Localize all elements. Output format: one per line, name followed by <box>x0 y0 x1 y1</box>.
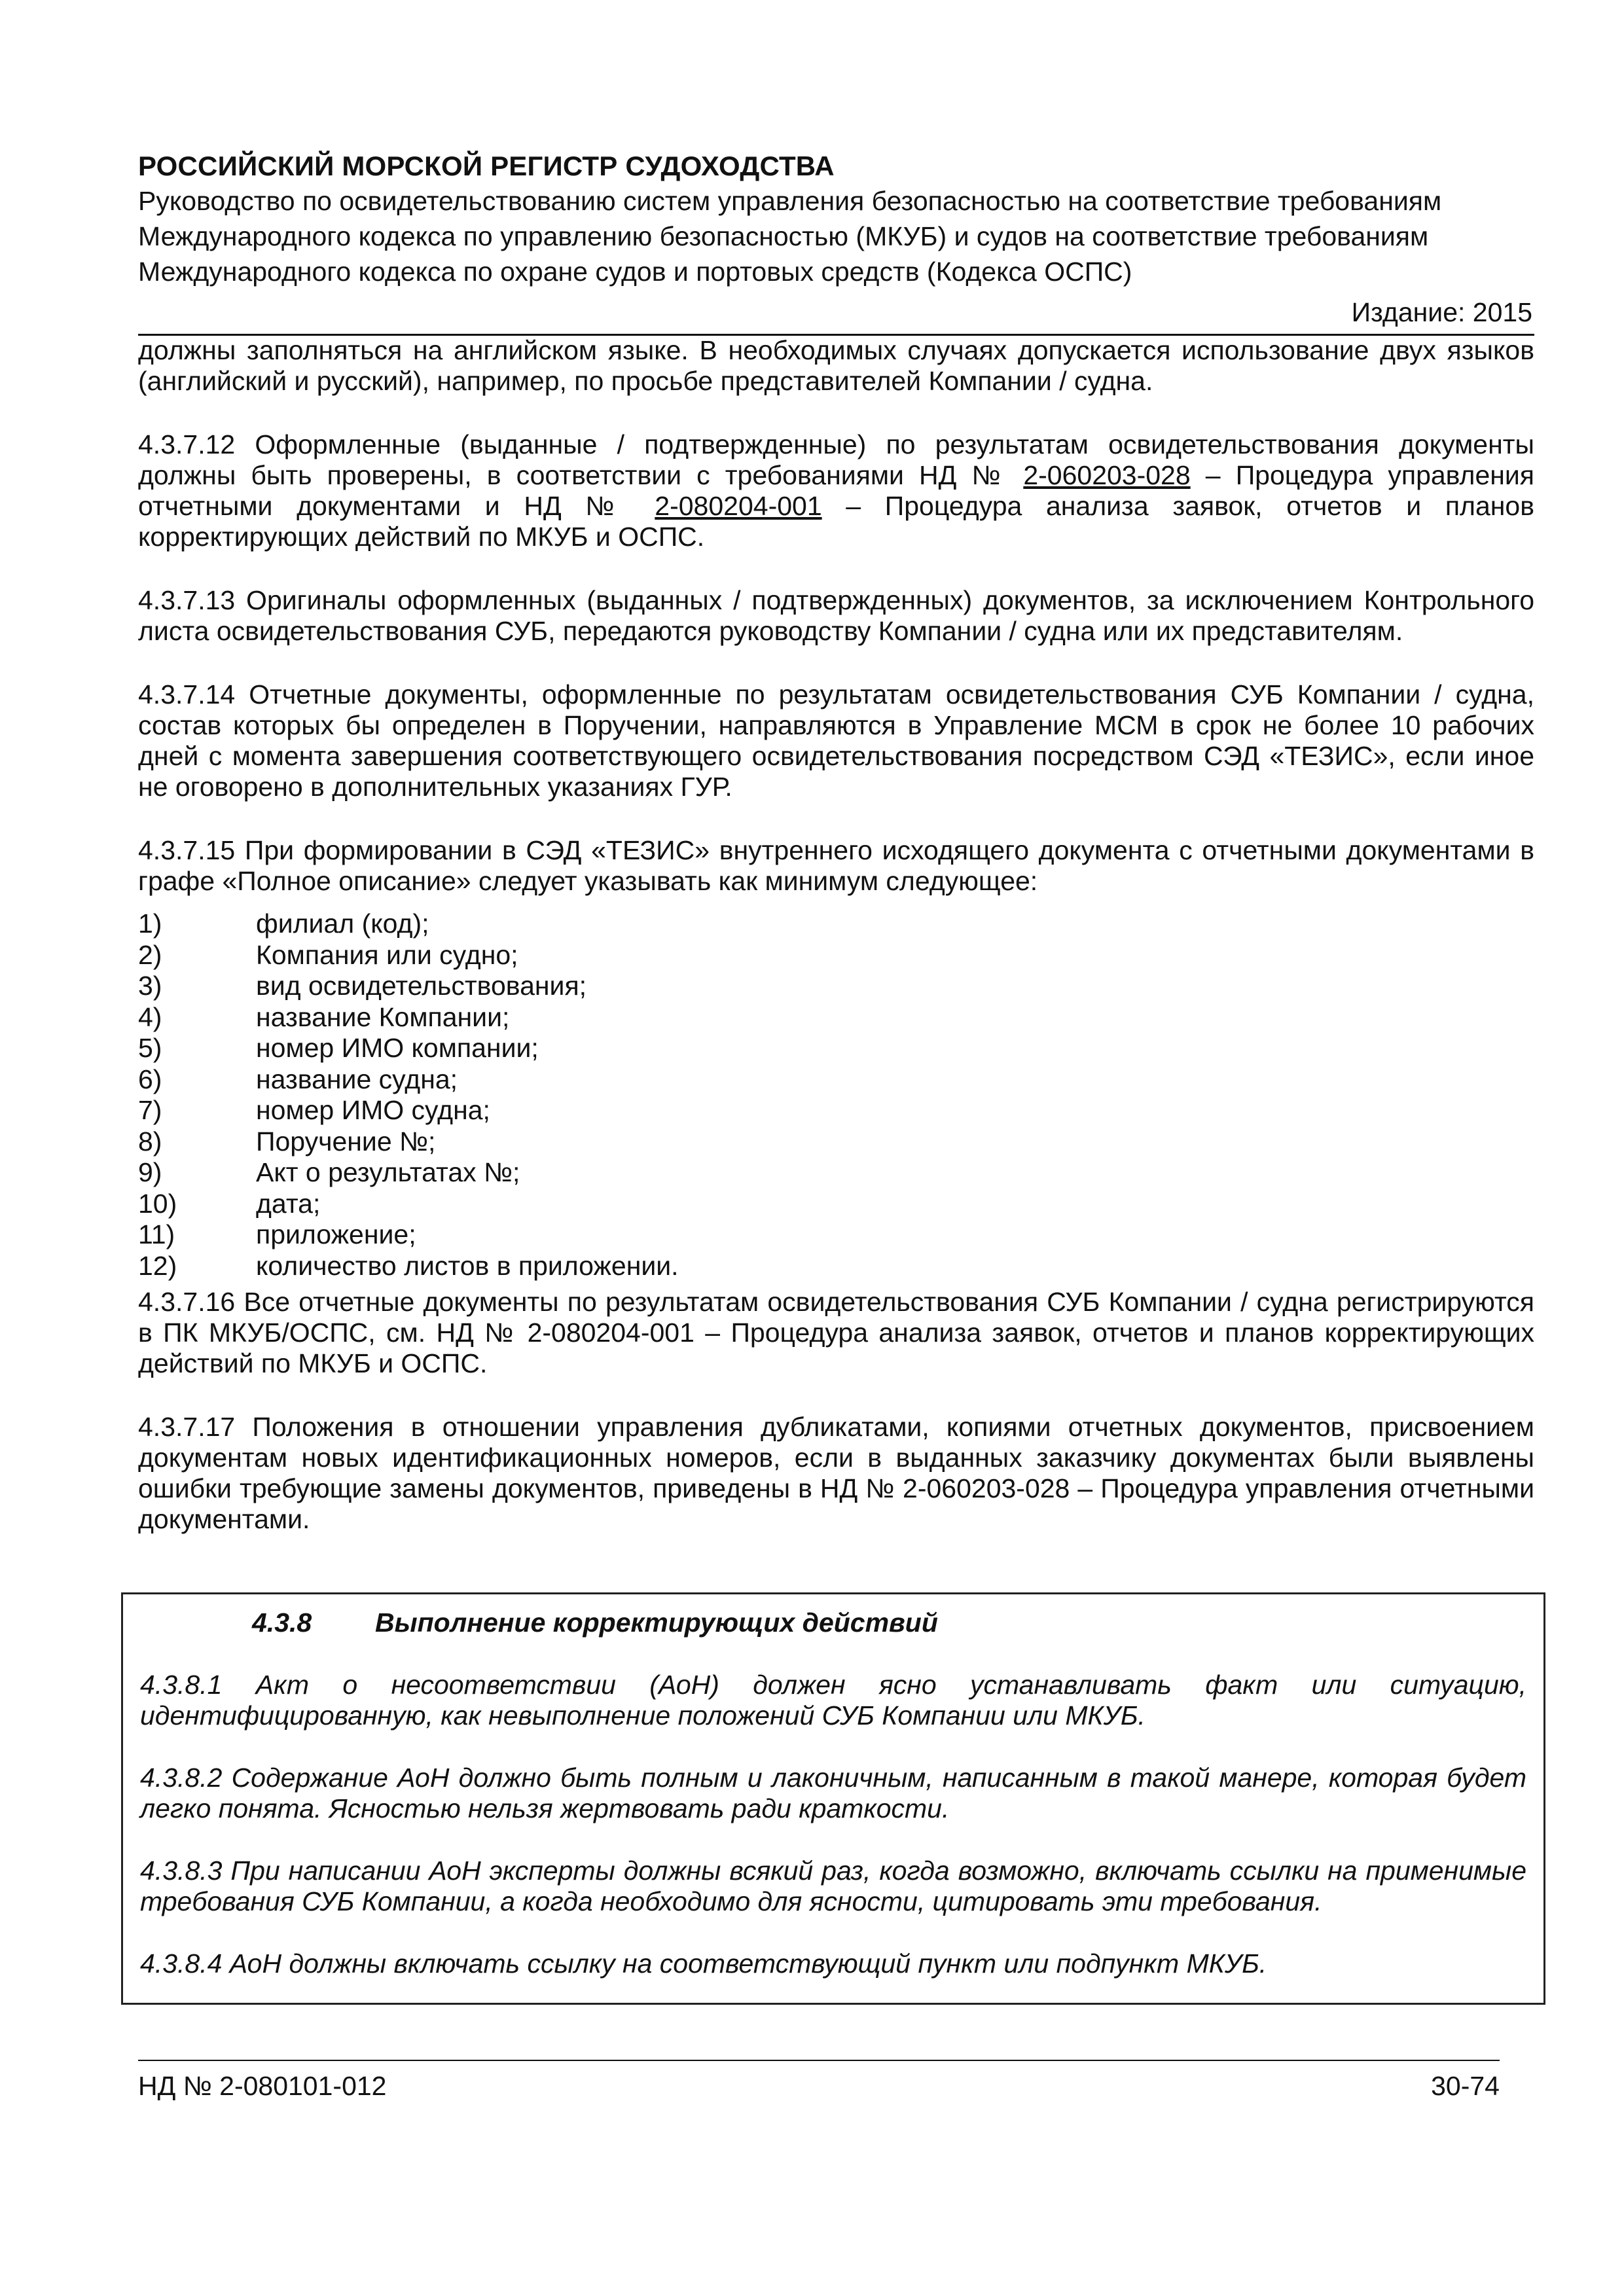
list-text: номер ИМО компании; <box>256 1033 539 1063</box>
section-title: Выполнение корректирующих действий <box>375 1607 938 1638</box>
page-number: 30-74 <box>1431 2071 1500 2101</box>
paragraph-text: – Процедура анализа заявок, отчетов и планов корректирующих действий по МКУБ и ОСПС. <box>138 491 1534 552</box>
list-item <box>138 1189 1534 1220</box>
edition-label: Издание: 2015 <box>1351 297 1532 327</box>
list-text: название судна; <box>256 1064 458 1094</box>
list-item <box>138 1219 1534 1251</box>
paragraph-4-3-8-4: 4.3.8.4 АоН должны включать ссылку на соответствующий пункт или подпункт МКУБ. <box>140 1948 1267 1979</box>
paragraph-4-3-7-13: 4.3.7.13 Оригиналы оформленных (выданных / подтвержденных) документов, за исключением Контрольного листа освидетельствования СУБ, передаются руководству Компании / судна или их представителям. <box>138 585 1534 646</box>
list-number: 8) <box>138 1126 162 1157</box>
footer-divider <box>138 2060 1500 2061</box>
list-text: Поручение №; <box>256 1126 436 1157</box>
list-number: 4) <box>138 1001 162 1032</box>
paragraph-4-3-7-17: 4.3.7.17 Положения в отношении управления дубликатами, копиями отчетных документов, присвоением документам новых идентификационных номеров, если в выданных заказчику документах были выявлены ошибки требующие замены документов, приведены в НД № 2-060203-028 – Процедура управления отчетными документами. <box>138 1412 1534 1534</box>
list-item <box>138 1033 1534 1064</box>
list-text: количество листов в приложении. <box>256 1250 679 1281</box>
paragraph-4-3-7-14: 4.3.7.14 Отчетные документы, оформленные по результатам освидетельствования СУБ Компании / судна, состав которых бы определен в Поручении, направляются в Управление МСМ в срок не более 10 рабочих дней с момента завершения соответствующего освидетельствования посредством СЭД «ТЕЗИС», если иное не оговорено в дополнительных указаниях ГУР. <box>138 679 1534 802</box>
list-text: дата; <box>256 1188 321 1219</box>
document-link[interactable]: 2-080204-001 <box>655 491 822 521</box>
list-number: 6) <box>138 1064 162 1094</box>
header-title-line-3: Международного кодекса по охране судов и портовых средств (Кодекса ОСПС) <box>138 257 1132 287</box>
description-list <box>138 908 1534 1282</box>
list-number: 10) <box>138 1188 177 1219</box>
list-text: филиал (код); <box>256 908 429 939</box>
list-item <box>138 1251 1534 1282</box>
paragraph-4-3-7-15: 4.3.7.15 При формировании в СЭД «ТЕЗИС» внутреннего исходящего документа с отчетными документами в графе «Полное описание» следует указывать как минимум следующее: <box>138 835 1534 896</box>
organization-name: РОССИЙСКИЙ МОРСКОЙ РЕГИСТР СУДОХОДСТВА <box>138 151 835 181</box>
document-body <box>138 335 1534 1535</box>
header-title-line-1: Руководство по освидетельствованию систем управления безопасностью на соответствие требованиям <box>138 186 1442 216</box>
section-heading <box>140 1607 1526 1638</box>
list-item <box>138 940 1534 971</box>
list-item <box>138 1064 1534 1096</box>
list-text: Акт о результатах №; <box>256 1157 520 1187</box>
header-title-line-2: Международного кодекса по управлению безопасностью (МКУБ) и судов на соответствие требованиям <box>138 221 1429 251</box>
list-item <box>138 1002 1534 1033</box>
list-number: 9) <box>138 1157 162 1187</box>
list-number: 7) <box>138 1095 162 1125</box>
document-link[interactable]: 2-060203-028 <box>1023 460 1191 490</box>
paragraph-continuation: должны заполняться на английском языке. В необходимых случаях допускается использование двух языков (английский и русский), например, по просьбе представителей Компании / судна. <box>138 335 1534 396</box>
list-number: 1) <box>138 908 162 939</box>
paragraph-4-3-8-2: 4.3.8.2 Содержание АоН должно быть полным и лаконичным, написанным в такой манере, которая будет легко понята. Ясностью нельзя жертвовать ради краткости. <box>140 1763 1526 1823</box>
paragraph-text: 4.3.7.12 Оформленные (выданные / подтвержденные) по результатам освидетельствования документы должны быть проверены, в соответствии с требованиями НД № <box>138 429 1534 490</box>
list-item <box>138 1095 1534 1126</box>
list-text: приложение; <box>256 1219 416 1249</box>
page-header <box>138 149 1532 330</box>
paragraph-4-3-8-1: 4.3.8.1 Акт о несоответствии (АоН) должен ясно устанавливать факт или ситуацию, идентифицированную, как невыполнение положений СУБ Компании или МКУБ. <box>140 1670 1526 1731</box>
paragraph-text: – Процедура управления отчетными документами и НД № <box>138 460 1534 521</box>
section-number: 4.3.8 <box>252 1607 312 1638</box>
list-item <box>138 971 1534 1002</box>
list-number: 3) <box>138 971 162 1001</box>
list-number: 5) <box>138 1033 162 1063</box>
list-number: 12) <box>138 1250 177 1281</box>
paragraph-4-3-8-3: 4.3.8.3 При написании АоН эксперты должны всякий раз, когда возможно, включать ссылки на применимые требования СУБ Компании, а когда необходимо для ясности, цитировать эти требования. <box>140 1856 1526 1916</box>
corrective-actions-box <box>121 1592 1545 2005</box>
document-number: НД № 2-080101-012 <box>138 2071 387 2101</box>
paragraph-4-3-7-16: 4.3.7.16 Все отчетные документы по результатам освидетельствования СУБ Компании / судна регистрируются в ПК МКУБ/ОСПС, см. НД № 2-080204-001 – Процедура анализа заявок, отчетов и планов корректирующих действий по МКУБ и ОСПС. <box>138 1287 1534 1378</box>
list-number: 11) <box>138 1219 175 1249</box>
list-item <box>138 1126 1534 1158</box>
paragraph-4-3-7-12 <box>138 429 1534 552</box>
list-text: название Компании; <box>256 1001 510 1032</box>
list-number: 2) <box>138 939 162 970</box>
list-item <box>138 908 1534 940</box>
list-text: номер ИМО судна; <box>256 1095 490 1125</box>
list-text: вид освидетельствования; <box>256 971 587 1001</box>
list-text: Компания или судно; <box>256 939 518 970</box>
list-item <box>138 1157 1534 1189</box>
